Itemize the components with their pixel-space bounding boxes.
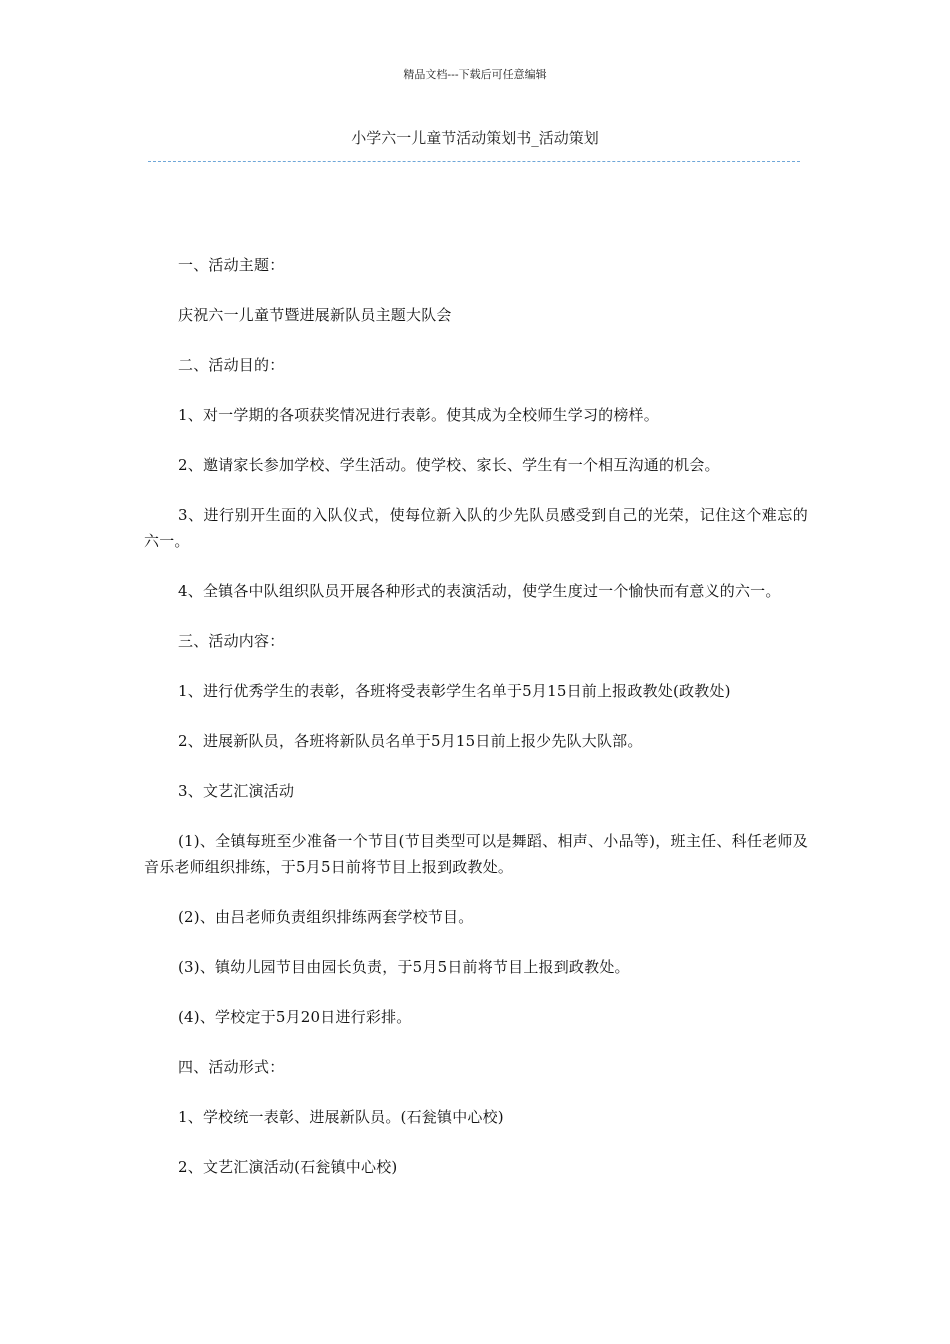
paragraph-content-3: 3、文艺汇演活动: [178, 782, 295, 800]
paragraph-purpose-1: 1、对一学期的各项获奖情况进行表彰。使其成为全校师生学习的榜样。: [178, 406, 659, 424]
paragraph-format-2: 2、文艺汇演活动(石瓮镇中心校): [178, 1158, 398, 1176]
section-heading-theme: 一、活动主题：: [178, 256, 285, 274]
paragraph-content-1: 1、进行优秀学生的表彰，各班将受表彰学生名单于5月15日前上报政教处(政教处): [178, 682, 731, 700]
section-heading-purpose: 二、活动目的：: [178, 356, 285, 374]
header-note: 精品文档---下载后可任意编辑: [403, 68, 547, 81]
paragraph-content-3-4: (4)、学校定于5月20日进行彩排。: [178, 1008, 412, 1026]
paragraph-format-1: 1、学校统一表彰、进展新队员。(石瓮镇中心校): [178, 1108, 504, 1126]
paragraph-content-3-2: (2)、由吕老师负责组织排练两套学校节目。: [178, 908, 474, 926]
paragraph-purpose-2: 2、邀请家长参加学校、学生活动。使学校、家长、学生有一个相互沟通的机会。: [178, 456, 720, 474]
document-body: [144, 252, 808, 1204]
paragraph-content-3-1: (1)、全镇每班至少准备一个节目(节目类型可以是舞蹈、相声、小品等)，班主任、科任老师及音乐老师组织排练，于5月5日前将节目上报到政教处。: [144, 832, 808, 876]
section-heading-format: 四、活动形式：: [178, 1058, 285, 1076]
paragraph-theme: 庆祝六一儿童节暨进展新队员主题大队会: [178, 306, 452, 324]
paragraph-content-2: 2、进展新队员，各班将新队员名单于5月15日前上报少先队大队部。: [178, 732, 643, 750]
section-heading-content: 三、活动内容：: [178, 632, 285, 650]
document-title: 小学六一儿童节活动策划书_活动策划: [351, 129, 599, 147]
paragraph-purpose-3: 3、进行别开生面的入队仪式，使每位新入队的少先队员感受到自己的光荣，记住这个难忘的六一。: [144, 506, 808, 550]
paragraph-content-3-3: (3)、镇幼儿园节目由园长负责，于5月5日前将节目上报到政教处。: [178, 958, 630, 976]
paragraph-purpose-4: 4、全镇各中队组织队员开展各种形式的表演活动，使学生度过一个愉快而有意义的六一。: [178, 582, 781, 600]
title-divider: [148, 161, 800, 162]
